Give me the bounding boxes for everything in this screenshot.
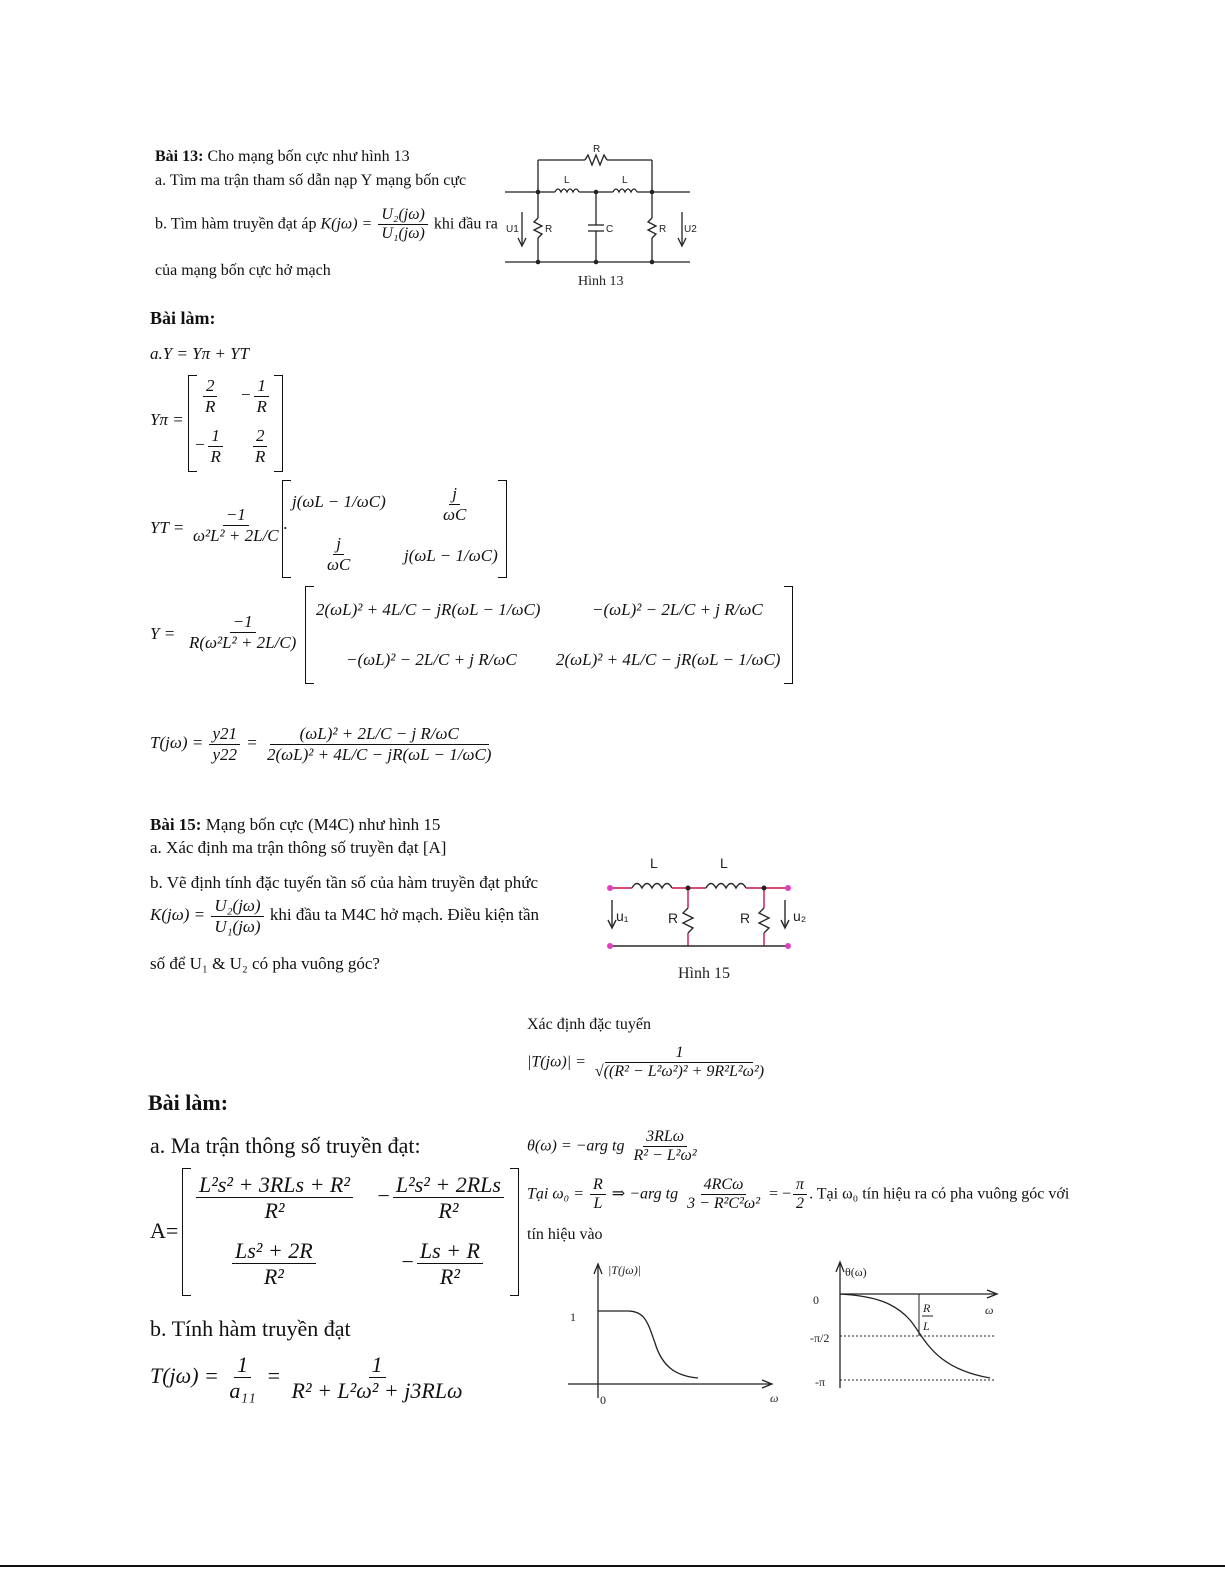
circuit15-label-l1: L [650,855,658,871]
tai-omega0-line: Tại ω₀ = $\frac{R}{L}$ ⇒ −arg tg $\frac{\text{4RCω}}{\text{3 − R²C²ω²}}$ = − $\frac{\pi}{2}$ . Tại ω₀ tín hiệu ra có pha vuông góc với [527,1176,1070,1213]
bai15-statement [150,815,440,835]
yt-coef-den: ω²L² + 2L/C [193,525,279,545]
yt-a22: j(ωL − 1/ωC) [404,546,498,565]
ypi-lhs: Yπ = [150,410,184,429]
bai13-part-b-lhs: K(jω) = [320,215,373,233]
phase-tick-pi2: -π/2 [810,1331,830,1345]
yt-coefficient: $\frac{-1}{\text{ω²L² + 2L/C}}$ . [188,505,288,545]
mag-y-tick: 1 [570,1310,576,1324]
a-matrix-bracket-right [510,1168,519,1296]
circuit15-label-u2: u₂ [793,908,807,924]
y-a22: 2(ωL)² + 4L/C − jR(ωL − 1/ωC) [556,650,781,669]
circuit-figure-15 [598,850,818,990]
phase-plot [805,1258,1020,1410]
yt-bracket-left [282,480,291,578]
circuit13-label-r-top: R [593,144,601,155]
yt-a11: j(ωL − 1/ωC) [292,492,386,511]
bai15-part-b: b. Vẽ định tính đặc tuyến tần số của hàm truyền đạt phức [150,873,538,892]
t13-den: 2(ωL)² + 4L/C − jR(ωL − 1/ωC) [267,744,492,764]
magnitude-den: √((R² − L²ω²)² + 9R²L²ω²) [594,1063,765,1081]
t13-num: (ωL)² + 2L/C − j R/ωC [270,724,489,745]
a-matrix-bracket-left [182,1168,191,1296]
phase-mark-l: L [923,1319,930,1333]
yt-a21: $\frac{j}{\omega C}$ [327,534,351,574]
yt-a12: $\frac{j}{\omega C}$ [443,484,467,524]
bai13-statement [155,148,410,166]
figure13-caption: Hình 13 [578,274,624,289]
t13-lhs: T(jω) = [150,732,204,752]
bai15-title: Bài 15: [150,815,202,834]
phase-equation [527,1128,702,1166]
y-bracket-left [305,586,314,684]
bottom-rule [0,1565,1225,1567]
bai15-part-a: a. Xác định ma trận thông số truyền đạt [A] [150,838,447,857]
phase-ylabel: θ(ω) [845,1265,867,1279]
bai15-part-b-line3: số để U₁ & U₂ có pha vuông góc? [150,954,380,973]
bai13-part-b [155,206,498,244]
solution15-heading: Bài làm: [148,1090,229,1115]
y-lhs: Y = [150,624,176,643]
bai13-title: Bài 13: [155,148,204,165]
magnitude-num: 1 [605,1044,753,1063]
mag-x-tick: 0 [600,1393,606,1407]
magnitude-plot [560,1258,785,1410]
circuit-figure-13 [500,140,700,295]
bai15-part-b-suffix: khi đầu ta M4C hở mạch. Điều kiện tần [269,904,539,924]
solution13-heading: Bài làm: [150,308,216,328]
y-a12: −(ωL)² − 2L/C + j R/ωC [592,600,763,619]
bai13-intro: Cho mạng bốn cực như hình 13 [207,148,410,165]
circuit13-label-l1: L [564,175,570,186]
phase-xlabel: ω [985,1303,994,1317]
circuit15-label-u1: u₁ [616,908,629,924]
solution15-part-b: b. Tính hàm truyền đạt [150,1316,351,1341]
bai15-part-b-line2 [150,896,539,936]
yt-lhs: YT = [150,518,185,537]
bai15-part-b-lhs: K(jω) = [150,904,206,924]
circuit13-label-u1: U1 [506,224,519,235]
bai13-part-b-prefix: b. Tìm hàm truyền đạt áp [155,215,317,233]
tai-mid: ⇒ −arg tg [611,1185,679,1203]
magnitude-equation [527,1044,769,1082]
bai15-intro: Mạng bốn cực (M4C) như hình 15 [205,815,441,834]
y-coef-den: R(ω²L² + 2L/C) [189,632,297,652]
circuit13-label-r-left: R [545,224,553,235]
circuit15-label-r2: R [740,910,751,926]
t15-lhs: T(jω) = [150,1362,219,1388]
tai-suffix: . Tại ω₀ tín hiệu ra có pha vuông góc với [809,1185,1070,1203]
t13-equation: T(jω) = $\frac{y21}{y22}$ = $\frac{\text{(ωL)² + 2L/C − j R/ωC}}{\text{2(ωL)² + 4L/C − jR(ωL − 1/ωC)}}$ [150,724,496,764]
mag-xlabel: ω [770,1391,779,1405]
mag-curve [598,1311,698,1378]
phase-tick-pi: -π [815,1375,826,1389]
y-bracket-right [784,586,793,684]
circuit13-label-l2: L [622,175,628,186]
phase-den: R² − L²ω² [633,1147,697,1165]
a-matrix-a21: $\frac{\text{Ls² + 2R}}{\text{R²}}$ [230,1238,318,1290]
tai-eq: = − [769,1185,792,1203]
phase-tick-0: 0 [813,1293,819,1307]
solution13-eq-a: a.Y = Yπ + YT [150,344,250,363]
solution15-part-a: a. Ma trận thông số truyền đạt: [150,1133,421,1158]
bai13-part-b-line2: của mạng bốn cực hở mạch [155,262,331,279]
bai15-part-b-den: U₁(jω) [214,916,261,936]
phase-lhs: θ(ω) = −arg tg [527,1137,625,1155]
phase-mark-r: R [923,1301,931,1315]
y-coefficient [184,612,301,652]
bai15-part-b-num: U₂(jω) [211,896,263,917]
mag-ylabel: |T(jω)| [608,1263,642,1277]
magnitude-lhs: |T(jω)| = [527,1053,586,1071]
ypi-a12: − $\frac{1}{R}$ [240,376,272,416]
figure15-caption: Hình 15 [678,965,730,982]
t13-ratio-den: y22 [212,744,238,764]
circuit13-label-r-right: R [659,224,667,235]
tai-prefix: Tại ω₀ = [527,1185,584,1203]
y-coef-num: −1 [230,612,256,633]
bai13-part-b-num: U₂(jω) [378,206,428,225]
a-matrix-a12: − $\frac{\text{L²s² + 2RLs}}{\text{R²}}$ [376,1172,506,1224]
circuit15-label-l2: L [720,855,728,871]
circuit15-label-r1: R [668,910,679,926]
a-matrix-a22: − $\frac{Ls + R}{\text{R²}}$ [400,1238,485,1290]
a-matrix-a11: $\frac{\text{L²s² + 3RLs + R²}}{\text{R²}}$ [194,1172,355,1224]
bai13-part-b-den: U₁(jω) [381,225,425,243]
a-matrix-lhs: A= [150,1218,179,1243]
bai13-part-b-suffix: khi đầu ra [433,215,498,233]
ypi-a22: $\frac{2}{R}$ [250,426,270,466]
yt-coef-num: −1 [223,505,249,526]
phase-curve [840,1294,990,1378]
yt-bracket-right [498,480,507,578]
t13-ratio-num: y21 [209,724,240,745]
phase-num: 3RLω [643,1128,687,1147]
bai13-part-b-fraction [378,206,428,244]
bai13-part-a: a. Tìm ma trận tham số dẫn nạp Y mạng bốn cực [155,172,467,189]
circuit13-label-c: C [606,224,614,235]
ypi-a21: − $\frac{1}{R}$ [194,426,226,466]
y-a21: −(ωL)² − 2L/C + j R/ωC [346,650,517,669]
ypi-bracket-right [274,375,283,472]
right-panel-title: Xác định đặc tuyến [527,1016,651,1033]
t15-equation: T(jω) = $\frac{1}{\text{a₁₁}}$ = $\frac{1}{\text{R² + L²ω² + j3RLω}}$ [150,1352,463,1404]
ypi-a11: $\frac{2}{R}$ [200,376,220,416]
circuit13-label-u2: U2 [684,224,697,235]
tai-line2: tín hiệu vào [527,1226,603,1243]
y-a11: 2(ωL)² + 4L/C − jR(ωL − 1/ωC) [316,600,541,619]
